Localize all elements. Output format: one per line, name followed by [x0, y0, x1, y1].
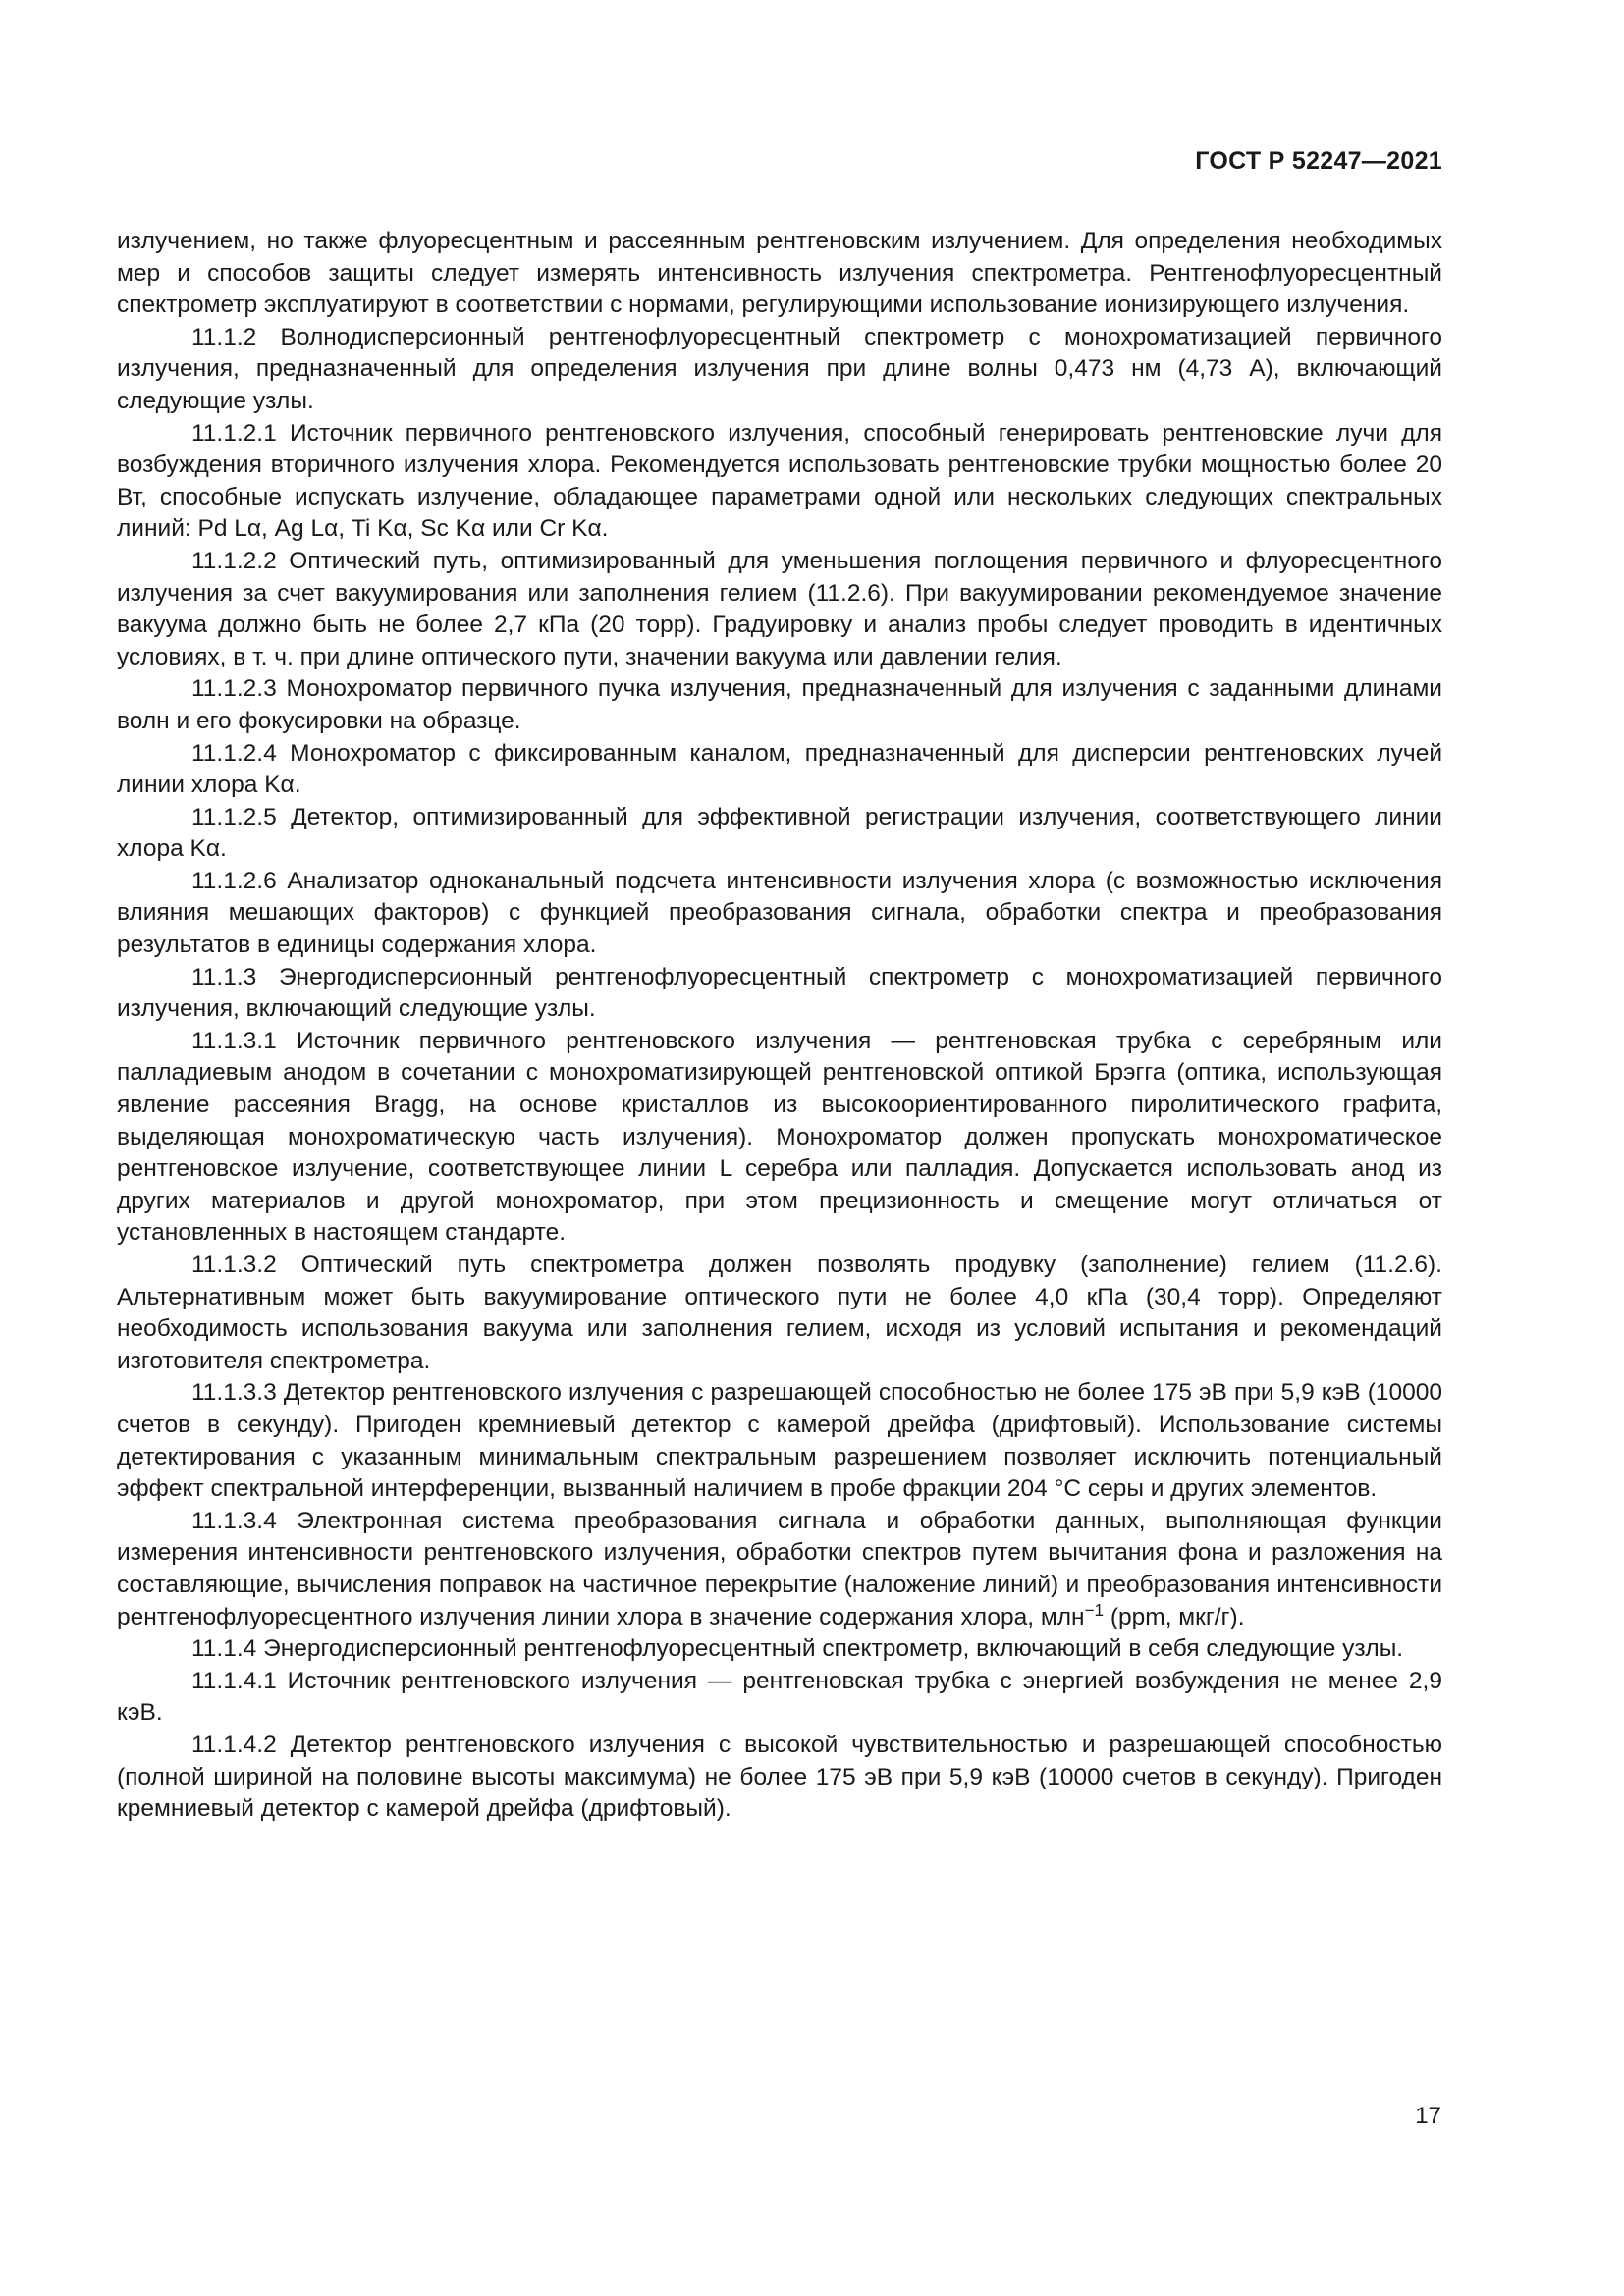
paragraph-11-1-4: 11.1.4 Энергодисперсионный рентгенофлуоресцентный спектрометр, включающий в себя следующие узлы. — [191, 1635, 1404, 1663]
body-text — [117, 226, 1442, 1826]
paragraph-11-1-4-2: 11.1.4.2 Детектор рентгеновского излучения с высокой чувствительностью и разрешающей способностью (полной шириной на половине высоты максимума) не более 175 эВ при 5,9 кэВ (10000 счетов в секунду). Пригоден кремниевый детектор с камерой дрейфа (дрифтовый). — [117, 1731, 1442, 1823]
paragraph-11-1-3-4 — [117, 1506, 1442, 1633]
paragraph-11-1-2: 11.1.2 Волнодисперсионный рентгенофлуоресцентный спектрометр с монохроматизацией первичного излучения, предназначенный для определения излучения при длине волны 0,473 нм (4,73 А), включающий следующие узлы. — [117, 323, 1442, 414]
paragraph-11-1-2-4: 11.1.2.4 Монохроматор с фиксированным каналом, предназначенный для дисперсии рентгеновских лучей линии хлора Kα. — [117, 739, 1442, 799]
paragraph-11-1-3-1: 11.1.3.1 Источник первичного рентгеновского излучения — рентгеновская трубка с серебряным или палладиевым анодом в сочетании с монохроматизирующей рентгеновской оптикой Брэгга (оптика, использующая явление рассеяния Bragg, на основе кристаллов из высокоориентированного пиролитического графита, выделяющая монохроматическую часть излучения). Монохроматор должен пропускать монохроматическое рентгеновское излучение, соответствующее линии L серебра или палладия. Допускается использовать анод из других материалов и другой монохроматор, при этом прецизионность и смещение могут отличаться от установленных в настоящем стандарте. — [117, 1027, 1442, 1247]
paragraph-11-1-3: 11.1.3 Энергодисперсионный рентгенофлуоресцентный спектрометр с монохроматизацией первичного излучения, включающий следующие узлы. — [117, 963, 1442, 1023]
paragraph-11-1-4-1: 11.1.4.1 Источник рентгеновского излучения — рентгеновская трубка с энергией возбуждения не менее 2,9 кэВ. — [117, 1667, 1442, 1727]
paragraph-11-1-2-6: 11.1.2.6 Анализатор одноканальный подсчета интенсивности излучения хлора (с возможностью исключения влияния мешающих факторов) с функцией преобразования сигнала, обработки спектра и преобразования результатов в единицы содержания хлора. — [117, 867, 1442, 959]
paragraph-11-1-3-2: 11.1.3.2 Оптический путь спектрометра должен позволять продувку (заполнение) гелием (11.2.6). Альтернативным может быть вакуумирование оптического пути не более 4,0 кПа (30,4 торр). Определяют необходимость использования вакуума или заполнения гелием, исходя из условий испытания и рекомендаций изготовителя спектрометра. — [117, 1252, 1442, 1374]
paragraph-continuation: излучением, но также флуоресцентным и рассеянным рентгеновским излучением. Для определения необходимых мер и способов защиты следует измерять интенсивность излучения спектрометра. Рентгенофлуоресцентный спектрометр эксплуатируют в соответствии с нормами, регулирующими использование ионизирующего излучения. — [117, 228, 1442, 319]
paragraph-11-1-3-4-superscript: −1 — [1084, 1599, 1105, 1620]
paragraph-11-1-2-3: 11.1.2.3 Монохроматор первичного пучка излучения, предназначенный для излучения с заданными длинами волн и его фокусировки на образце. — [117, 675, 1442, 734]
paragraph-11-1-3-4-text-after: (ppm, мкг/г). — [1104, 1603, 1245, 1630]
paragraph-11-1-3-3: 11.1.3.3 Детектор рентгеновского излучения с разрешающей способностью не более 175 эВ при 5,9 кэВ (10000 счетов в секунду). Пригоден кремниевый детектор с камерой дрейфа (дрифтовый). Использование системы детектирования с указанным минимальным спектральным разрешением позволяет исключить потенциальный эффект спектральной интерференции, вызванный наличием в пробе фракции 204 °С серы и других элементов. — [117, 1379, 1442, 1503]
paragraph-11-1-3-4-text: 11.1.3.4 Электронная система преобразования сигнала и обработки данных, выполняющая функции измерения интенсивности рентгеновского излучения, обработки спектров путем вычитания фона и разложения на составляющие, вычисления поправок на частичное перекрытие (наложение линий) и преобразования интенсивности рентгенофлуоресцентного излучения линии хлора в значение содержания хлора, млн — [117, 1507, 1442, 1630]
paragraph-11-1-2-5: 11.1.2.5 Детектор, оптимизированный для эффективной регистрации излучения, соответствующего линии хлора Kα. — [117, 803, 1442, 863]
paragraph-11-1-2-1: 11.1.2.1 Источник первичного рентгеновского излучения, способный генерировать рентгеновские лучи для возбуждения вторичного излучения хлора. Рекомендуется использовать рентгеновские трубки мощностью более 20 Вт, способные испускать излучение, обладающее параметрами одной или нескольких следующих спектральных линий: Pd Lα, Ag Lα, Ti Kα, Sc Kα или Cr Kα. — [117, 419, 1442, 543]
paragraph-11-1-2-2: 11.1.2.2 Оптический путь, оптимизированный для уменьшения поглощения первичного и флуоресцентного излучения за счет вакуумирования или заполнения гелием (11.2.6). При вакуумировании рекомендуемое значение вакуума должно быть не более 2,7 кПа (20 торр). Градуировку и анализ пробы следует проводить в идентичных условиях, в т. ч. при длине оптического пути, значении вакуума или давлении гелия. — [117, 547, 1442, 670]
page-header-document-code: ГОСТ Р 52247—2021 — [1195, 147, 1442, 175]
page-number: 17 — [1415, 2103, 1441, 2129]
